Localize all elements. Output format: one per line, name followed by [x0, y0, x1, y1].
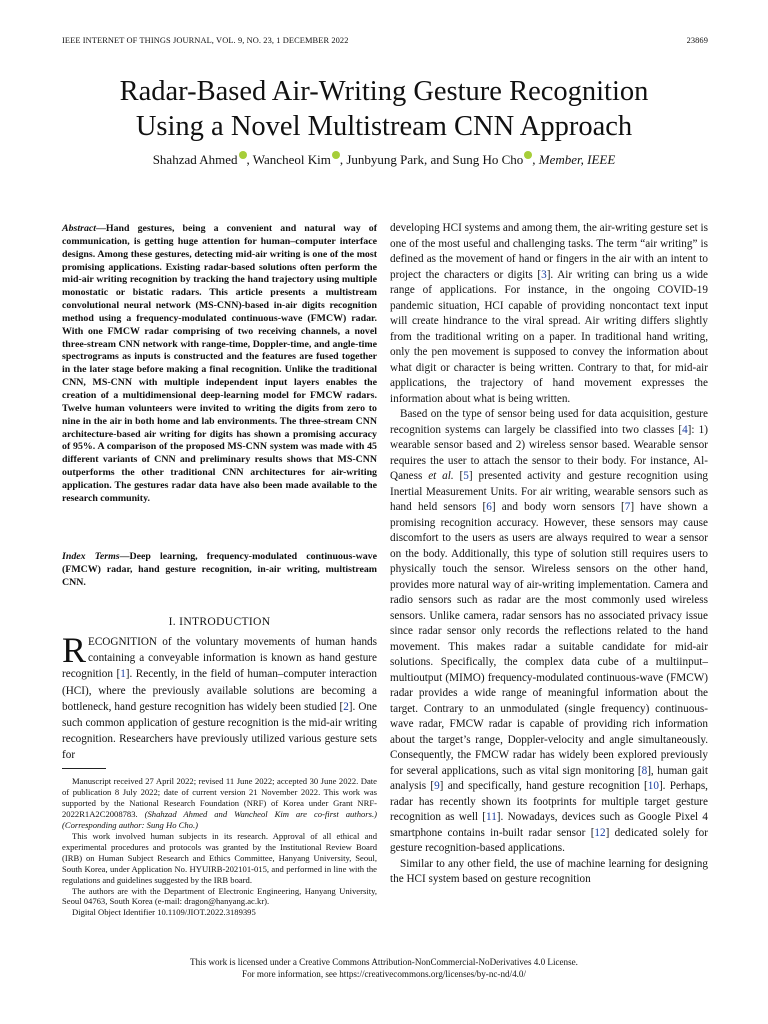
license-notice — [40, 956, 728, 980]
footnote-text: Manuscript received 27 April 2022; revised 11 June 2022; accepted 30 June 2022. Date of publication 8 July 2022; date of current version 21 November 2022. This work was supported by the National Research Foundation (NRF) of Korea under Grant NRF-2022R1A2C2008783. — [62, 776, 377, 819]
intro-text: ]. One such common application of gesture recognition is the mid-air writing recognition. Researchers have previously utilized various gesture sets for — [62, 700, 377, 762]
citation-link[interactable]: 6 — [486, 501, 492, 513]
author-name: , Wancheol Kim — [246, 152, 331, 167]
license-link[interactable]: For more information, see https://creativecommons.org/licenses/by-nc-nd/4.0/ — [242, 969, 526, 979]
citation-link[interactable]: 7 — [624, 501, 631, 513]
body-paragraph — [390, 221, 708, 407]
body-text: et al. — [428, 470, 454, 482]
footnote-coauthors: (Shahzad Ahmed and Wancheol Kim are co-first authors.) (Corresponding author: Sung Ho Cho.) — [62, 808, 377, 830]
body-text: ] and specifically, hand gesture recognition [ — [439, 780, 648, 792]
orcid-icon[interactable] — [239, 151, 247, 159]
drop-cap: R — [62, 630, 87, 670]
body-text: ], human gait analysis [ — [390, 764, 709, 792]
index-terms — [62, 551, 377, 590]
body-text: ] and body worn sensors [ — [491, 501, 625, 513]
citation-link[interactable]: 5 — [463, 470, 469, 482]
section-heading — [62, 615, 377, 628]
author-membership: Member, IEEE — [538, 152, 616, 167]
page-number: 23869 — [686, 36, 708, 45]
citation-link[interactable]: 1 — [120, 668, 126, 681]
body-text: ] have shown a promising recognition accuracy. However, these sensors may cause discomfort to the users as users are always required to wear a sensor on the body. Additionally, this type of solution still requires users to physically touch the sensor. Wireless sensors on the other hand, provides more natural way of air-writing implementation. Camera and radio sensors such as radar are the most commonly used wireless sensors. Unlike camera, radar sensors has no associated privacy issue since radar sensor only records the reflections related to the hand movement. This makes radar a suitable candidate for mid-air solutions. Specifically, the complex data cube of a multiinput–multioutput (MIMO) frequency-modulated continuous-wave (FMCW) radar provides a wide range of meaningful information about the target. Contrary to an unmodulated (single frequency) continuous-wave radar, FMCW radar is capable of providing rich information about the target’s range, Doppler-velocity and angle simultaneously. Consequently, the FMCW radar has widely been explored previously for several applications, such as vital sign monitoring [ — [390, 501, 708, 777]
title-line-2: Using a Novel Multistream CNN Approach — [135, 111, 633, 142]
abstract — [62, 223, 377, 506]
section-initial: I — [179, 615, 184, 628]
footnotes — [62, 776, 377, 918]
citation-link[interactable]: 3 — [541, 268, 547, 281]
section-number: I. — [168, 615, 176, 628]
abstract-label: Abstract — [62, 223, 97, 234]
author-list — [40, 151, 728, 168]
author-name: , Junbyung Park, and Sung Ho Cho — [339, 152, 524, 167]
index-terms-label: Index Terms — [62, 551, 120, 562]
body-text: ]. Perhaps, radar has recently shown its footprints for multiple target gesture recognition as well [ — [390, 780, 708, 823]
citation-link[interactable]: 10 — [647, 780, 659, 792]
footnote-divider — [62, 768, 106, 769]
intro-first-word: ECOGNITION — [88, 636, 157, 648]
citation-link[interactable]: 4 — [682, 423, 688, 436]
body-text: developing HCI systems and among them, the air-writing gesture set is one of the most useful and challenging tasks. The term “air writing” is defined as the movement of hand or fingers in the air with an intent to project the characters or digits [ — [390, 222, 708, 281]
citation-link[interactable]: 2 — [343, 700, 349, 713]
paper-title — [40, 74, 728, 144]
right-column — [390, 221, 708, 888]
author-name: Shahzad Ahmed — [152, 152, 238, 167]
body-text: ]: 1) wearable sensor based and 2) wireless sensor based. Wearable sensor requires the user to attach the sensor to their body. For instance, Al-Qaness — [390, 423, 708, 482]
body-text: ]. Nowadays, devices such as Google Pixel 4 smartphone contains in-built radar sensor [ — [390, 811, 708, 839]
abstract-text: —Hand gestures, being a convenient and natural way of communication, is getting huge attention for human–computer interface designs. Among these gestures, detecting mid-air writing is one of the most promising applications. Existing radar-based solutions often perform the mid-air writing recognition by tracking the hand trajectory using multiple monostatic or bistatic radars. This article presents a multistream convolutional neural network (MS-CNN)-based in-air digits recognition method using a frequency-modulated continuous-wave (FMCW) radar. With one FMCW radar comprising of two receiving channels, a novel three-stream CNN network with range-time, Doppler-time, and angle-time spectrograms as inputs is constructed and the features are fused together in the later stage before making a final recognition. Unlike the traditional CNN, MS-CNN with multiple independent input layers enables the creation of a multidimensional deep-learning model for FMCW radars. Twelve human volunteers were invited to writing the digits from zero to nine in the air in both home and lab environments. The three-stream CNN architecture-based air writing for digits has shown a promising accuracy of 95%. A comparison of the proposed MS-CNN system was made with 45 different variants of CNN and preliminary results shows that MS-CNN outperforms the other traditional CNN architectures for air-writing application. The gestures radar data have also been made available to the research community. — [62, 223, 377, 504]
running-header — [62, 36, 708, 50]
introduction-paragraph — [62, 630, 377, 764]
footnote-manuscript — [62, 776, 377, 831]
citation-link[interactable]: 8 — [641, 764, 648, 777]
footnote-doi: Digital Object Identifier 10.1109/JIOT.2022.3189395 — [72, 907, 256, 918]
body-text: ]. Air writing can bring us a wide range of applications. For instance, in the ongoing COVID-19 pandemic situation, HCI capable of providing noncontact text input will create hindrance to the viral spread. Air writing differs slightly from the traditional writing on a paper. In traditional hand writing, only the pen movement is supposed to convey the information about what digit or character is being written. Contrary to that, for mid-air applications, the trajectory of hand movement expresses the information about what is being written. — [390, 268, 708, 405]
orcid-icon[interactable] — [332, 151, 340, 159]
author-separator: , — [532, 152, 536, 167]
citation-link[interactable]: 9 — [434, 780, 440, 792]
section-title: NTRODUCTION — [183, 615, 271, 628]
body-text: [ — [453, 470, 464, 482]
body-text: Based on the type of sensor being used for data acquisition, gesture recognition systems can largely be classified into two classes [ — [390, 408, 708, 436]
index-terms-text: —Deep learning, frequency-modulated continuous-wave (FMCW) radar, hand gesture recognition, in-air writing, multistream CNN. — [62, 551, 377, 588]
journal-citation: IEEE INTERNET OF THINGS JOURNAL, VOL. 9, NO. 23, 1 DECEMBER 2022 — [62, 36, 349, 45]
body-text: ] dedicated solely for gesture recognition-based applications. — [390, 826, 708, 854]
citation-link[interactable]: 11 — [486, 811, 497, 823]
footnote-irb: This work involved human subjects in its research. Approval of all ethical and experimental procedures and protocols was granted by the Institutional Review Board (IRB) on Human Subject Research and Ethics Committee, Hanyang University, Seoul, South Korea, under Application No. HYUIRB-202101-015, and performed in line with the regulations and guidelines suggested by the IRB board. — [62, 830, 377, 885]
footnote-affiliation: The authors are with the Department of Electronic Engineering, Hanyang University, Seoul 04763, South Korea (e-mail: dragon@hanyang.ac.kr). — [62, 885, 377, 907]
body-paragraph: Similar to any other field, the use of machine learning for designing the HCI system based on gesture recognition — [390, 857, 708, 885]
citation-link[interactable]: 12 — [594, 826, 606, 839]
body-paragraph — [390, 407, 708, 857]
intro-text: ]. Recently, in the field of human–computer interaction (HCI), where the previously available solutions are becoming a bottleneck, hand gesture recognition has widely been studied [ — [62, 668, 377, 713]
intro-text: of the voluntary movements of human hands containing a conveyable information is known as hand gesture recognition [ — [62, 636, 377, 681]
body-text: ] presented activity and gesture recognition using Inertial Measurement Units. For air writing, wearable sensors such as hand held sensors [ — [390, 470, 709, 513]
license-line: This work is licensed under a Creative Commons Attribution-NonCommercial-NoDerivatives 4.0 License. — [190, 957, 578, 967]
title-line-1: Radar-Based Air-Writing Gesture Recognition — [119, 76, 649, 107]
